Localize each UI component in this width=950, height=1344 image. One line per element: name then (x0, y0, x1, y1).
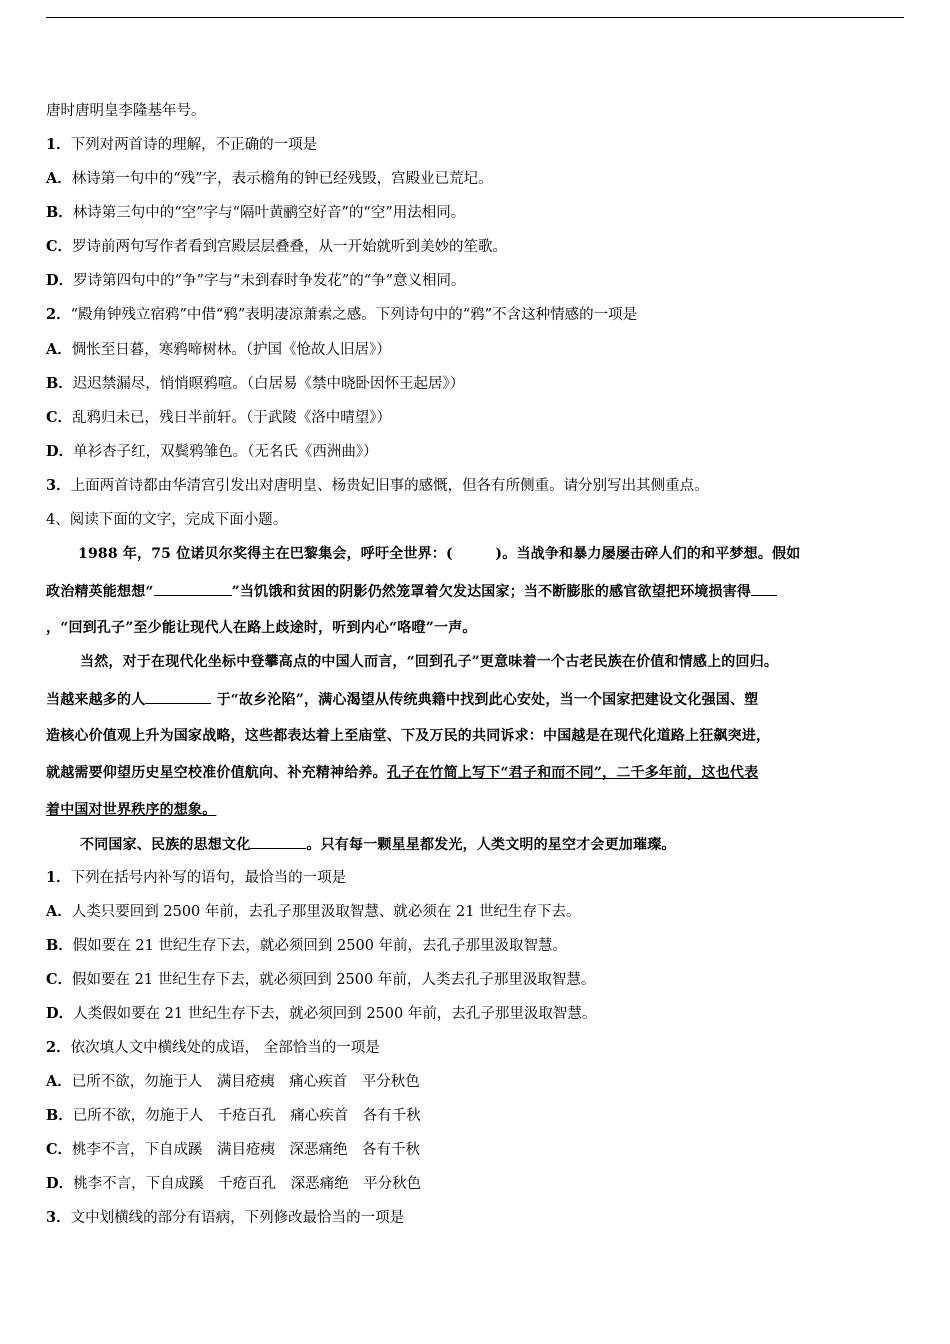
passage-p1-line3: ，“回到孔子”至少能让现代人在路上歧途时，听到内心“咯噔”一声。 (46, 620, 477, 636)
passage-p1-line1: 1988 年，75 位诺贝尔奖得主在巴黎集会，呼吁全世界：( )。当战争和暴力屡屡击碎人们的和平梦想。假如 (78, 546, 801, 562)
passage-p2-line4: 就越需要仰望历史星空校准价值航向、补充精神给养。孔子在竹简上写下“君子和而不同”，二千多年前，这也代表 (46, 765, 759, 781)
sub-option-2b: B．已所不欲，勿施于人 千疮百孔 痛心疾首 各有千秋 (46, 1107, 421, 1124)
underlined-sentence-end: 着中国对世界秩序的想象。 (46, 802, 217, 818)
sub-option-2a: A．已所不欲，勿施于人 满目疮痍 痛心疾首 平分秋色 (46, 1073, 420, 1090)
option-2c: C．乱鸦归未已，残日半前轩。（于武陵《洛中晴望》） (46, 409, 392, 426)
option-1b: B．林诗第三句中的“空”字与“隔叶黄鹂空好音”的“空”用法相同。 (46, 204, 466, 221)
passage-p2-line3: 造核心价值观上升为国家战略，这些都表达着上至庙堂、下及万民的共同诉求：中国越是在现代化道路上狂飙突进， (46, 728, 771, 744)
sub-question-3: 3．文中划横线的部分有语病，下列修改最恰当的一项是 (46, 1209, 405, 1226)
sub-option-1c: C．假如要在 21 世纪生存下去，就必须回到 2500 年前，人类去孔子那里汲取智慧。 (46, 971, 596, 988)
question-1: 1．下列对两首诗的理解，不正确的一项是 (46, 136, 318, 153)
sub-option-1a: A．人类只要回到 2500 年前，去孔子那里汲取智慧、就必须在 21 世纪生存下去。 (46, 903, 581, 920)
passage-p2-line2: 当越来越多的人 于“故乡沦陷”，满心渴望从传统典籍中找到此心安处，当一个国家把建设文化强国、塑 (46, 689, 906, 710)
sub-option-2d: D．桃李不言，下自成蹊 千疮百孔 深恶痛绝 平分秋色 (46, 1175, 422, 1192)
option-1d: D．罗诗第四句中的“争”字与“未到春时争发花”的“争”意义相同。 (46, 272, 466, 289)
option-1a: A．林诗第一句中的“残”字，表示檐角的钟已经残毁，宫殿业已荒圮。 (46, 170, 493, 187)
section-4-heading: 4、阅读下面的文字，完成下面小题。 (46, 512, 288, 528)
passage-p3-line1: 不同国家、民族的思想文化 。只有每一颗星星都发光，人类文明的星空才会更加璀璨。 (80, 834, 940, 855)
option-2b: B．迟迟禁漏尽，悄悄暝鸦喧。（白居易《禁中晓卧因怀王起居》） (46, 375, 465, 392)
question-2: 2．“殿角钟残立宿鸦”中借“鸦”表明凄凉萧索之感。下列诗句中的“鸦”不含这种情感的一项是 (46, 306, 638, 323)
question-3: 3．上面两首诗都由华清宫引发出对唐明皇、杨贵妃旧事的感慨，但各有所侧重。请分别写出其侧重点。 (46, 477, 709, 494)
header-rule (46, 17, 904, 18)
option-2d: D．单衫杏子红，双鬓鸦雏色。（无名氏《西洲曲》） (46, 443, 378, 460)
fill-blank-1 (154, 581, 232, 596)
sub-question-2: 2．依次填人文中横线处的成语， 全部恰当的一项是 (46, 1039, 380, 1056)
fill-blank-3 (145, 689, 211, 704)
sub-option-2c: C．桃李不言，下自成蹊 满目疮痍 深恶痛绝 各有千秋 (46, 1141, 421, 1158)
option-2a: A．惆怅至日暮，寒鸦啼树林。（护国《怆故人旧居》） (46, 341, 391, 358)
sub-option-1d: D．人类假如要在 21 世纪生存下去，就必须回到 2500 年前，去孔子那里汲取智慧。 (46, 1005, 597, 1022)
passage-p2-line1: 当然，对于在现代化坐标中登攀高点的中国人而言，“回到孔子”更意味着一个古老民族在价值和情感上的回归。 (80, 654, 779, 670)
sub-question-1: 1．下列在括号内补写的语句，最恰当的一项是 (46, 869, 347, 886)
passage-p1-line2: 政治精英能想想“ ”当饥饿和贫困的阴影仍然笼罩着欠发达国家；当不断膨胀的感官欲望把环境损害得 (46, 581, 906, 602)
option-1c: C．罗诗前两句写作者看到宫殿层层叠叠，从一开始就听到美妙的笙歌。 (46, 238, 508, 255)
sub-option-1b: B．假如要在 21 世纪生存下去，就必须回到 2500 年前，去孔子那里汲取智慧。 (46, 937, 568, 954)
fill-blank-4 (250, 834, 306, 849)
intro-line: 唐时唐明皇李隆基年号。 (46, 103, 206, 119)
underlined-sentence: 孔子在竹简上写下“君子和而不同”，二千多年前，这也代表 (386, 765, 759, 781)
passage-p2-line5 (46, 800, 906, 820)
fill-blank-2 (751, 581, 777, 596)
